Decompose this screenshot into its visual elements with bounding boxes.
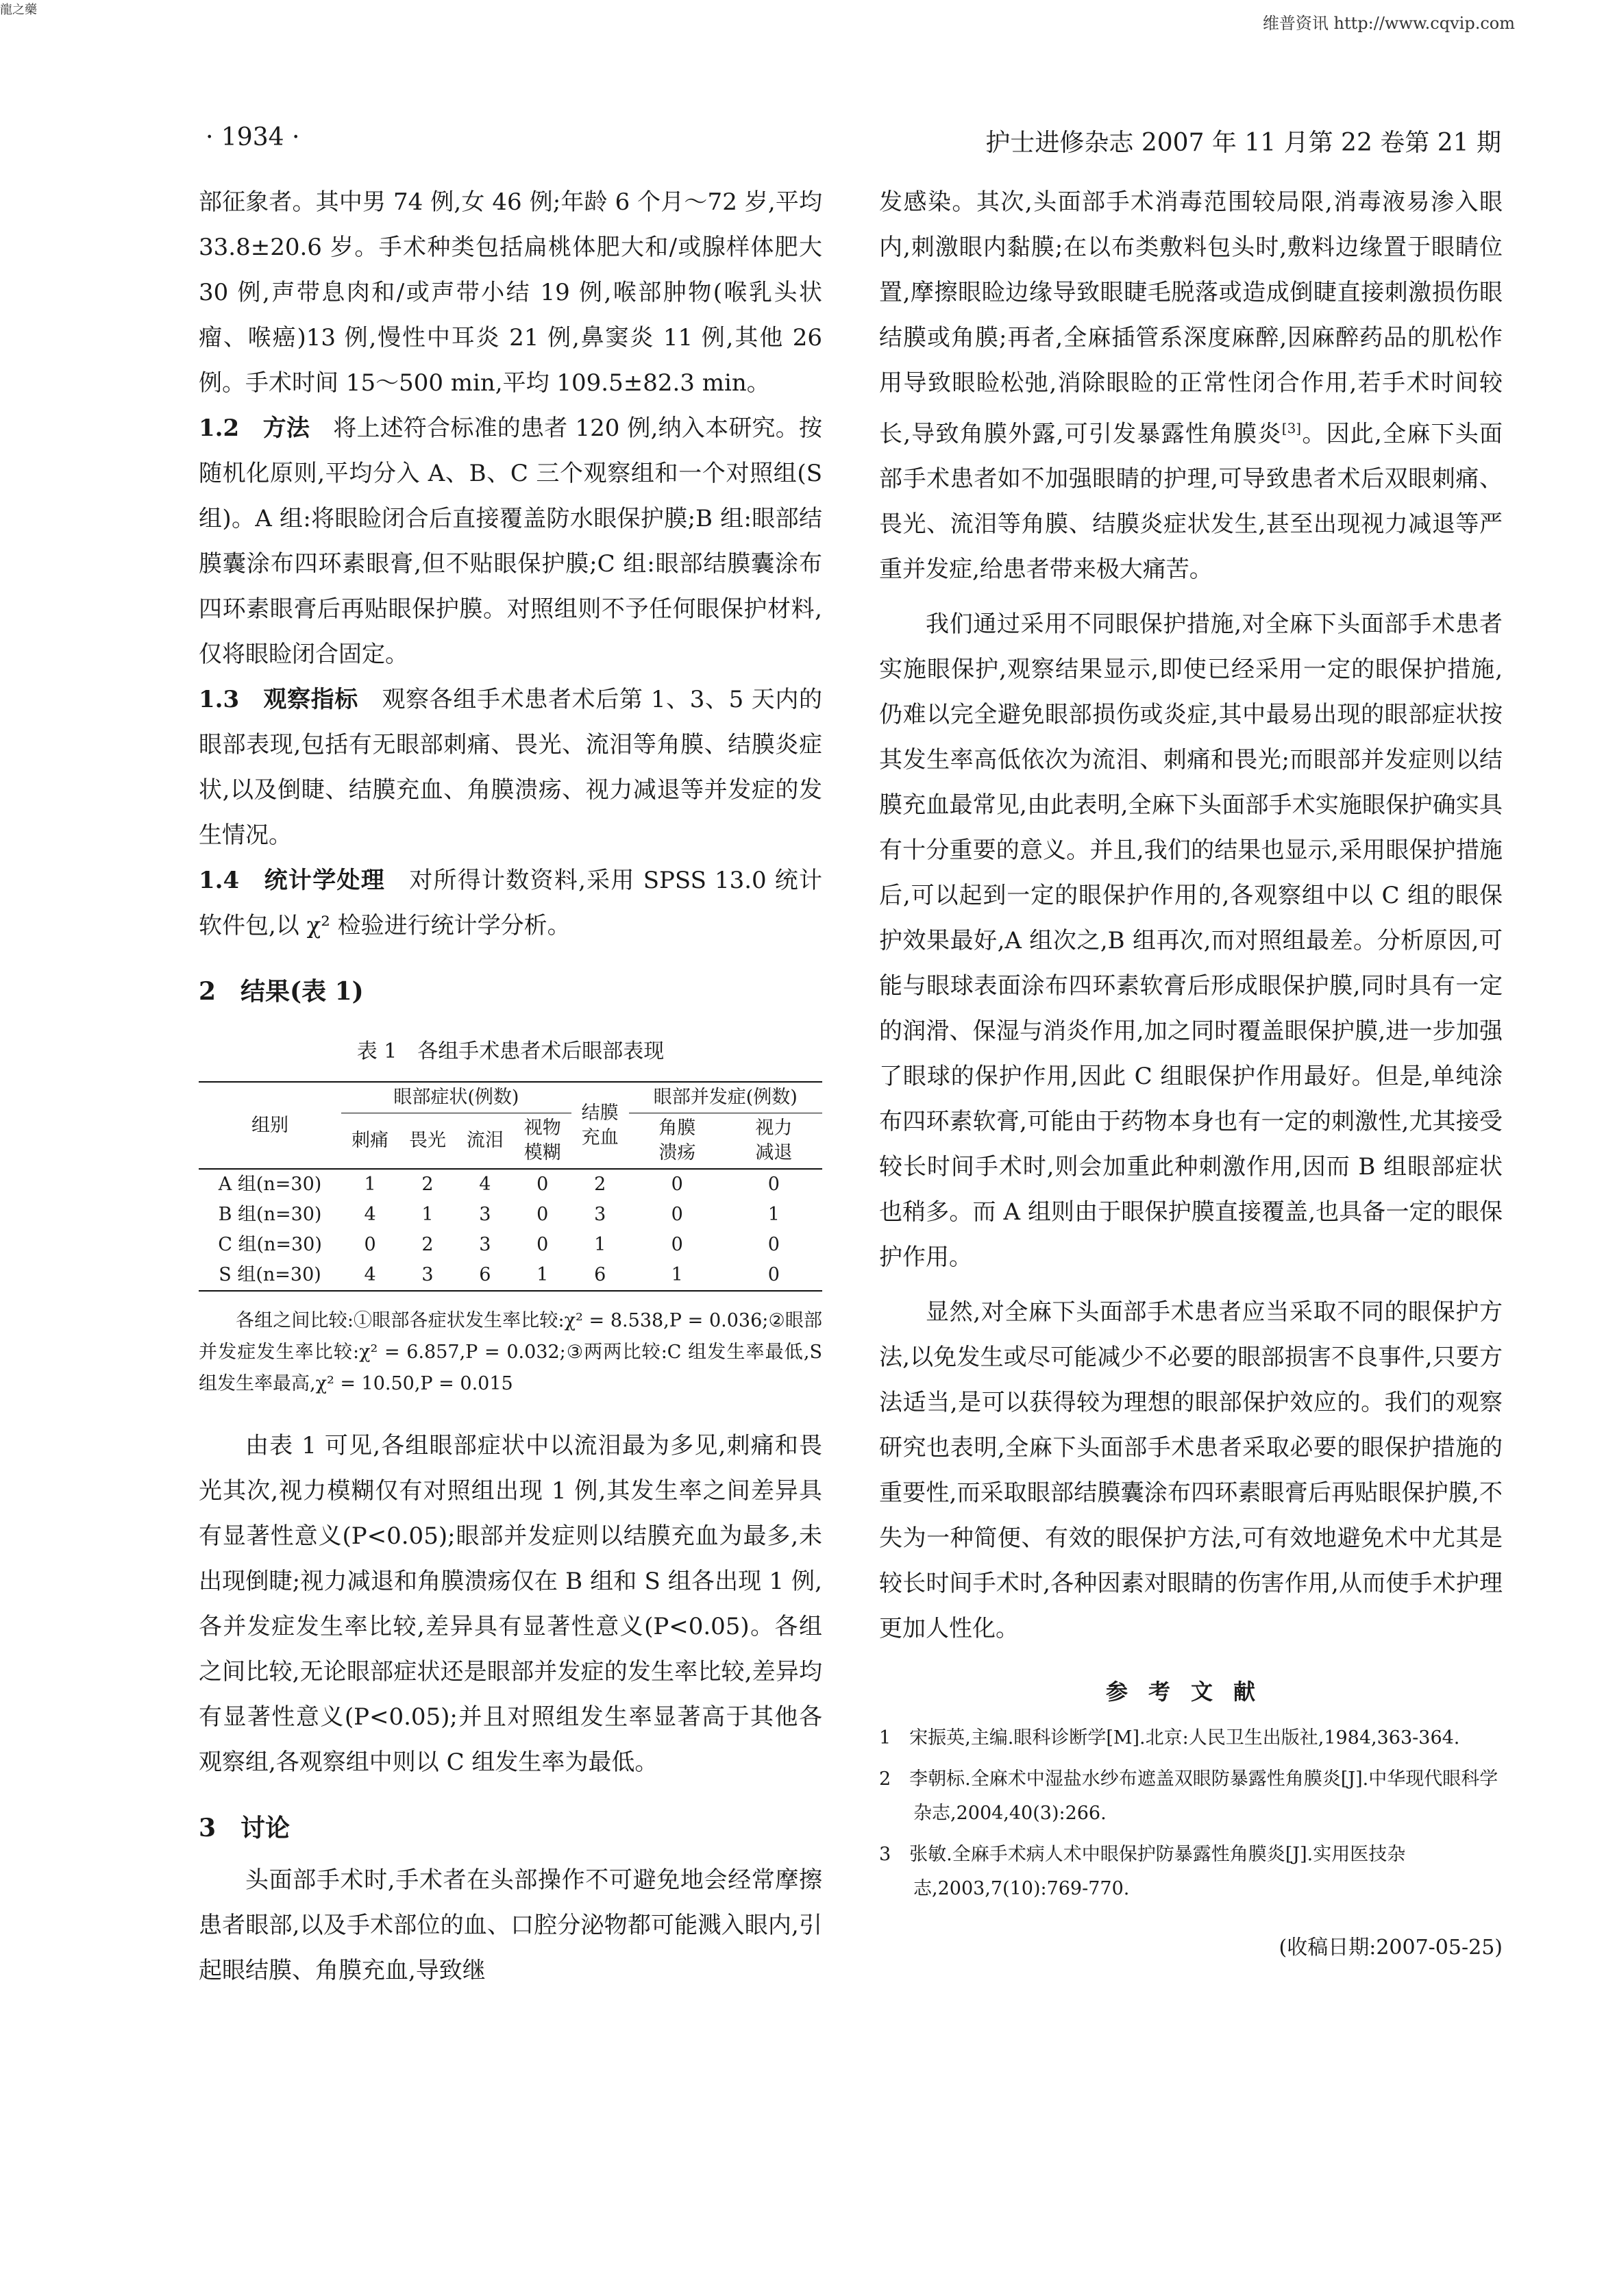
corner-mark: 龍之藥 <box>0 3 37 17</box>
section-body: 对所得计数资料,采用 SPSS 13.0 统计软件包,以 χ² 检验进行统计学分析。 <box>199 867 822 939</box>
section-body: 观察各组手术患者术后第 1、3、5 天内的眼部表现,包括有无眼部刺痛、畏光、流泪等角膜、结膜炎症状,以及倒睫、结膜充血、角膜溃疡、视力减退等并发症的发生情况。 <box>199 686 822 849</box>
col-header-vision <box>726 1113 822 1170</box>
col-header-photophobia: 畏光 <box>399 1113 456 1170</box>
right-column <box>879 180 1503 1971</box>
table-note: 各组之间比较:①眼部各症状发生率比较:χ² = 8.538,P = 0.036;②眼部并发症发生率比较:χ² = 6.857,P = 0.032;③两两比较:C 组发生率最低,S 组发生率最高,χ² = 10.50,P = 0.015 <box>199 1310 822 1394</box>
table-row <box>199 1230 822 1260</box>
cell-sting: 1 <box>364 1174 376 1195</box>
paragraph-discussion-2: 我们通过采用不同眼保护措施,对全麻下头面部手术患者实施眼保护,观察结果显示,即使已经采用一定的眼保护措施,仍难以完全避免眼部损伤或炎症,其中最易出现的眼部症状按其发生率高低依次为流泪、刺痛和畏光;而眼部并发症则以结膜充血最常见,由此表明,全麻下头面部手术实施眼保护确实具有十分重要的意义。并且,我们的结果也显示,采用眼保护措施后,可以起到一定的眼保护作用的,各观察组中以 C 组的眼保护效果最好,A 组次之,B 组再次,而对照组最差。分析原因,可能与眼球表面涂布四环素软膏后形成眼保护膜,同时具有一定的润滑、保湿与消炎作用,加之同时覆盖眼保护膜,进一步加强了眼球的保护作用,因此 C 组眼保护作用最好。但是,单纯涂布四环素软膏,可能由于药物本身也有一定的刺激性,尤其接受较长时间手术时,则会加重此种刺激作用,因而 B 组眼部症状也稍多。而 A 组则由于眼保护膜直接覆盖,也具备一定的眼保护作用。 <box>879 610 1503 1272</box>
table-title: 表 1 各组手术患者术后眼部表现 <box>356 1039 665 1063</box>
table-row <box>199 1200 822 1230</box>
cell-ulcer: 0 <box>671 1204 683 1225</box>
left-column <box>199 180 822 1993</box>
cell-tearing: 4 <box>479 1174 491 1195</box>
header-line: 结膜 <box>581 1102 619 1124</box>
cell-blur: 0 <box>536 1204 549 1225</box>
cell-sting: 4 <box>364 1264 376 1285</box>
cell-vision: 0 <box>767 1264 780 1285</box>
cell-conjunctival: 3 <box>594 1204 606 1225</box>
cell-vision: 0 <box>767 1234 780 1255</box>
table-row <box>199 1169 822 1200</box>
cell-vision: 0 <box>767 1174 780 1195</box>
citation: [3] <box>1281 420 1302 436</box>
cell-ulcer: 1 <box>671 1264 683 1285</box>
cell-vision: 1 <box>767 1204 780 1225</box>
page-number: · 1934 · <box>206 123 300 151</box>
header-line: 视力 <box>755 1118 793 1139</box>
paragraph-results: 由表 1 可见,各组眼部症状中以流泪最为多见,刺痛和畏光其次,视力模糊仅有对照组出现 1 例,其发生率之间差异具有显著性意义(P<0.05);眼部并发症则以结膜充血为最多,未出现倒睫;视力减退和角膜溃疡仅在 B 组和 S 组各出现 1 例,各并发症发生率比较,差异具有显著性意义(P<0.05)。各组之间比较,无论眼部症状还是眼部并发症的发生率比较,差异均有显著性意义(P<0.05);并且对照组发生率显著高于其他各观察组,各观察组中则以 C 组发生率为最低。 <box>199 1432 822 1776</box>
col-header-complications: 眼部并发症(例数) <box>629 1082 822 1113</box>
cell-blur: 1 <box>536 1264 549 1285</box>
header-line: 模糊 <box>523 1142 561 1163</box>
section-1-4 <box>199 858 822 948</box>
cell-photophobia: 1 <box>421 1204 434 1225</box>
watermark: 维普资讯 http://www.cqvip.com <box>1262 14 1515 33</box>
col-header-tearing: 流泪 <box>456 1113 514 1170</box>
cell-photophobia: 2 <box>421 1234 434 1255</box>
cell-group: S 组(n=30) <box>219 1264 321 1285</box>
col-header-sting: 刺痛 <box>341 1113 399 1170</box>
cell-group: A 组(n=30) <box>218 1174 322 1195</box>
section-heading: 1.3 观察指标 <box>199 686 358 713</box>
table-row <box>199 1260 822 1291</box>
cell-tearing: 6 <box>479 1264 491 1285</box>
header-line: 减退 <box>755 1142 793 1163</box>
cell-ulcer: 0 <box>671 1174 683 1195</box>
cell-conjunctival: 6 <box>594 1264 606 1285</box>
section-body: 将上述符合标准的患者 120 例,纳入本研究。按随机化原则,平均分入 A、B、C 三个观察组和一个对照组(S 组)。A 组:将眼睑闭合后直接覆盖防水眼保护膜;B 组:眼部结膜囊涂布四环素眼膏,但不贴眼保护膜;C 组:眼部结膜囊涂布四环素眼膏后再贴眼保护膜。对照组则不予任何眼保护材料,仅将眼睑闭合固定。 <box>199 415 822 668</box>
paragraph-discussion: 头面部手术时,手术者在头部操作不可避免地会经常摩擦患者眼部,以及手术部位的血、口腔分泌物都可能溅入眼内,引起眼结膜、角膜充血,导致继 <box>199 1866 822 1984</box>
journal-header: 护士进修杂志 2007 年 11 月第 22 卷第 21 期 <box>985 129 1501 157</box>
col-header-ulcer <box>629 1113 726 1170</box>
paragraph-discussion-cont <box>879 180 1503 592</box>
section-heading: 1.2 方法 <box>199 415 310 442</box>
header-line: 溃疡 <box>658 1142 696 1163</box>
header-line: 角膜 <box>658 1118 696 1139</box>
reference-item: 1 宋振英,主编.眼科诊断学[M].北京:人民卫生出版社,1984,363-364. <box>879 1727 1460 1749</box>
text-run: 发感染。其次,头面部手术消毒范围较局限,消毒液易渗入眼内,刺激眼内黏膜;在以布类敷料包头时,敷料边缘置于眼睛位置,摩擦眼睑边缘导致眼睫毛脱落或造成倒睫直接刺激损伤眼结膜或角膜;再者,全麻插管系深度麻醉,因麻醉药品的肌松作用导致眼睑松弛,消除眼睑的正常性闭合作用,若手术时间较长,导致角膜外露,可引发暴露性角膜炎 <box>879 188 1503 448</box>
header-line: 充血 <box>581 1126 619 1148</box>
header-line: 视物 <box>523 1118 561 1139</box>
cell-photophobia: 2 <box>421 1174 434 1195</box>
cell-blur: 0 <box>536 1174 549 1195</box>
paragraph-discussion-3: 显然,对全麻下头面部手术患者应当采取不同的眼保护方法,以免发生或尽可能减少不必要的眼部损害不良事件,只要方法适当,是可以获得较为理想的眼部保护效应的。我们的观察研究也表明,全麻下头面部手术患者采取必要的眼保护措施的重要性,而采取眼部结膜囊涂布四环素眼膏后再贴眼保护膜,不失为一种简便、有效的眼保护方法,可有效地避免术中尤其是较长时间手术时,各种因素对眼睛的伤害作用,从而使手术护理更加人性化。 <box>879 1298 1503 1643</box>
cell-conjunctival: 2 <box>594 1174 606 1195</box>
paragraph-patients: 部征象者。其中男 74 例,女 46 例;年龄 6 个月～72 岁,平均 33.8±20.6 岁。手术种类包括扁桃体肥大和/或腺样体肥大 30 例,声带息肉和/或声带小结 19 例,喉部肿物(喉乳头状瘤、喉癌)13 例,慢性中耳炎 21 例,鼻窦炎 11 例,其他 26 例。手术时间 15～500 min,平均 109.5±82.3 min。 <box>199 188 822 397</box>
cell-photophobia: 3 <box>421 1264 434 1285</box>
reference-item: 2 李朝标.全麻术中湿盐水纱布遮盖双眼防暴露性角膜炎[J].中华现代眼科学杂志,2004,40(3):266. <box>879 1768 1498 1825</box>
cell-sting: 4 <box>364 1204 376 1225</box>
cell-blur: 0 <box>536 1234 549 1255</box>
cell-tearing: 3 <box>479 1234 491 1255</box>
text-run: 。因此,全麻下头面部手术患者如不加强眼睛的护理,可导致患者术后双眼刺痛、畏光、流泪等角膜、结膜炎症状发生,甚至出现视力减退等严重并发症,给患者带来极大痛苦。 <box>879 420 1503 584</box>
cell-tearing: 3 <box>479 1204 491 1225</box>
received-date: (收稿日期:2007-05-25) <box>1279 1936 1503 1960</box>
cell-sting: 0 <box>364 1234 376 1255</box>
cell-ulcer: 0 <box>671 1234 683 1255</box>
section-1-2 <box>199 406 822 677</box>
col-header-group: 组别 <box>199 1082 341 1169</box>
section-1-3 <box>199 677 822 858</box>
cell-group: C 组(n=30) <box>218 1234 322 1255</box>
col-header-blur <box>514 1113 571 1170</box>
section-heading: 1.4 统计学处理 <box>199 867 385 894</box>
results-table <box>199 1081 822 1292</box>
col-header-conjunctival <box>571 1082 629 1169</box>
section-2-title: 2 结果(表 1) <box>199 977 364 1006</box>
cell-conjunctival: 1 <box>594 1234 606 1255</box>
section-3-title: 3 讨论 <box>199 1814 291 1842</box>
col-header-symptoms: 眼部症状(例数) <box>341 1082 571 1113</box>
reference-item: 3 张敏.全麻手术病人术中眼保护防暴露性角膜炎[J].实用医技杂志,2003,7(10):769-770. <box>879 1844 1406 1900</box>
cell-group: B 组(n=30) <box>218 1204 322 1225</box>
references-title: 参考文献 <box>1105 1679 1276 1705</box>
